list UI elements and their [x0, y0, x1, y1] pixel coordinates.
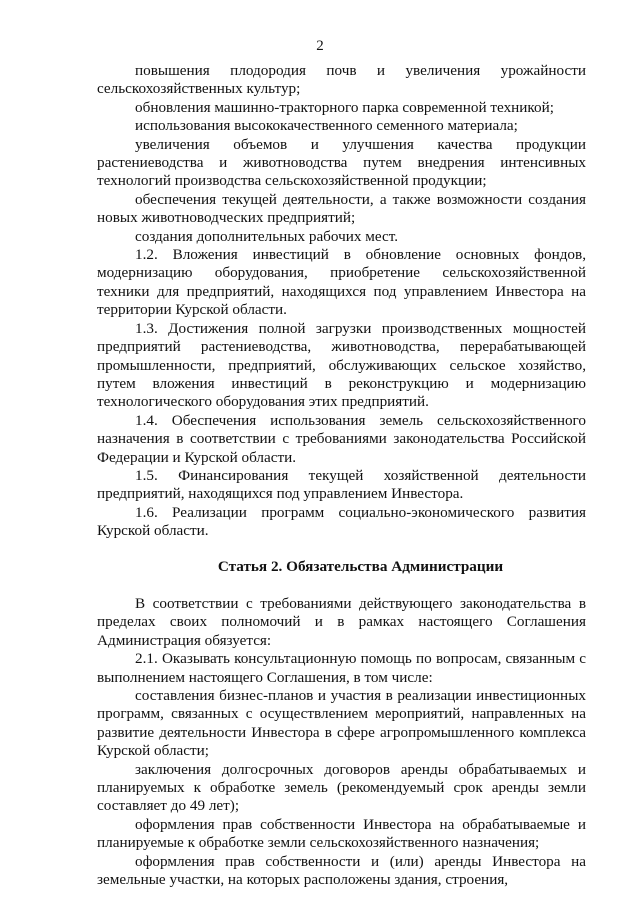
clause-1-6: 1.6. Реализации программ социально-экономического развития Курской области.: [97, 503, 586, 540]
spacer: [97, 576, 586, 595]
paragraph: составления бизнес-планов и участия в реализации инвестиционных программ, связанных с осуществлением мероприятий, направленных на развитие деятельности Инвестора в сфере агропромышленного комплекса Курской области;: [97, 687, 586, 760]
paragraph: В соответствии с требованиями действующего законодательства в пределах своих полномочий и в рамках настоящего Соглашения Администрация обязуется:: [97, 594, 586, 649]
paragraph: использования высококачественного семенного материала;: [135, 117, 518, 135]
paragraph: увеличения объемов и улучшения качества продукции растениеводства и животноводства путем внедрения интенсивных технологий производства сельскохозяйственной продукции;: [97, 135, 586, 190]
page-number: 2: [316, 38, 324, 54]
clause-1-2: 1.2. Вложения инвестиций в обновление основных фондов, модернизацию оборудования, приобретение сельскохозяйственной техники для предприятий, находящихся под управлением Инвестора на территории Курской области.: [97, 246, 586, 319]
paragraph: заключения долгосрочных договоров аренды обрабатываемых и планируемых к обработке земель (рекомендуемый срок аренды земли составляет до 49 лет);: [97, 760, 586, 815]
spacer: [97, 541, 586, 558]
paragraph: оформления прав собственности и (или) аренды Инвестора на земельные участки, на которых расположены здания, строения,: [97, 852, 586, 889]
document-body: [97, 62, 586, 889]
clause-1-3: 1.3. Достижения полной загрузки производственных мощностей предприятий растениеводства, животноводства, перерабатывающей промышленности, предприятий, обслуживающих сельское хозяйство, путем вложения инвестиций в реконструкцию и модернизацию технологического оборудования этих предприятий.: [97, 319, 586, 411]
paragraph: обеспечения текущей деятельности, а также возможности создания новых животноводческих предприятий;: [97, 190, 586, 227]
paragraph: обновления машинно-тракторного парка современной техникой;: [135, 98, 554, 116]
article-2-heading: Статья 2. Обязательства Администрации: [217, 557, 504, 575]
clause-1-5: 1.5. Финансирования текущей хозяйственной деятельности предприятий, находящихся под управлением Инвестора.: [97, 466, 586, 503]
paragraph: повышения плодородия почв и увеличения урожайности сельскохозяйственных культур;: [97, 62, 586, 98]
paragraph: создания дополнительных рабочих мест.: [135, 227, 399, 245]
clause-1-4: 1.4. Обеспечения использования земель сельскохозяйственного назначения в соответствии с требованиями законодательства Российской Федерации и Курской области.: [97, 411, 586, 466]
paragraph: оформления прав собственности Инвестора на обрабатываемые и планируемые к обработке земли сельскохозяйственного назначения;: [97, 815, 586, 852]
clause-2-1: 2.1. Оказывать консультационную помощь по вопросам, связанным с выполнением настоящего Соглашения, в том числе:: [97, 650, 586, 686]
